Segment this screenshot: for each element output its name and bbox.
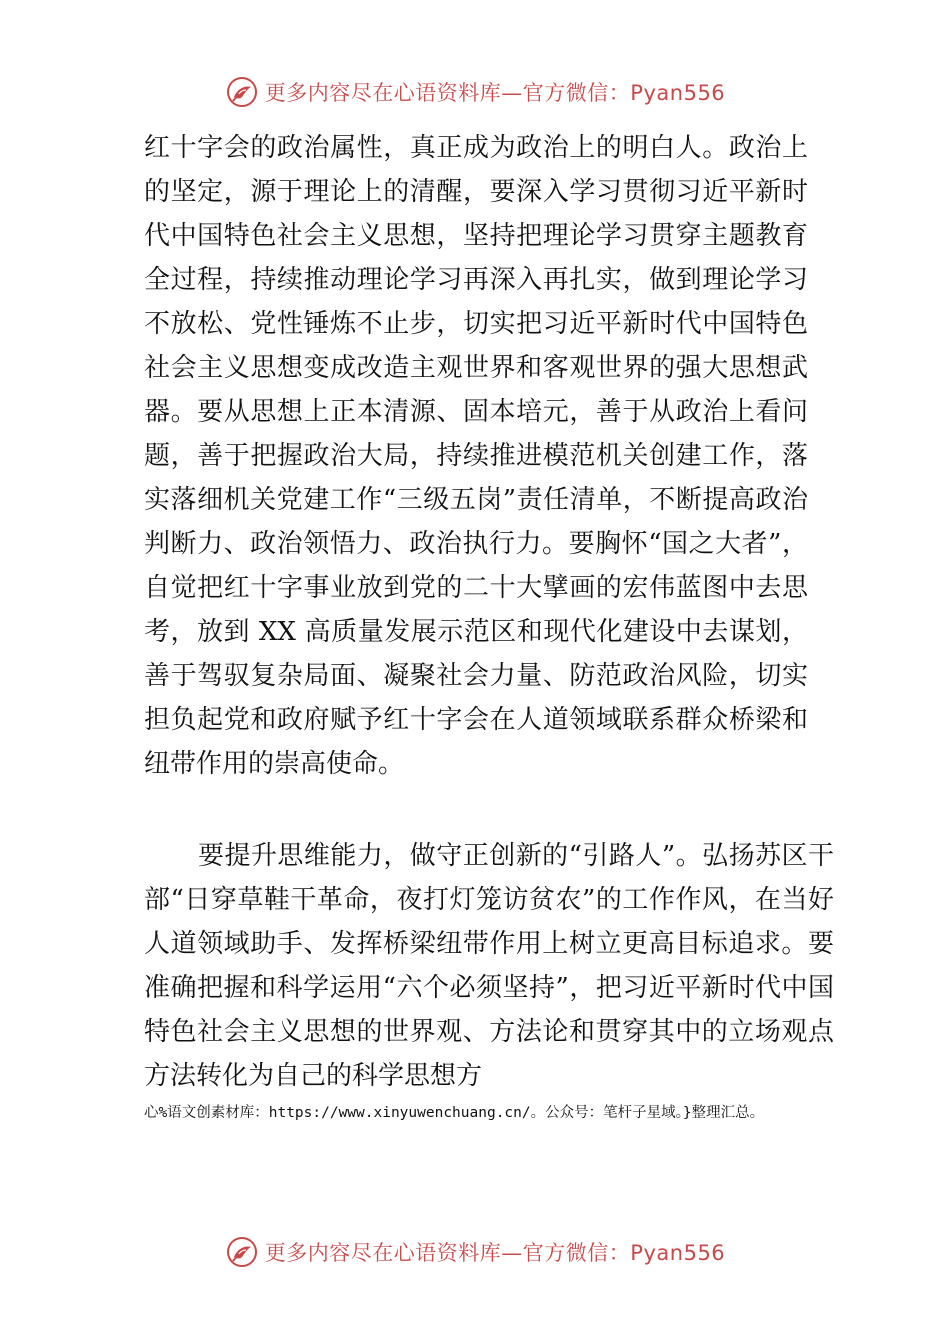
rose-logo-icon xyxy=(225,1235,259,1269)
paragraph-1: 红十字会的政治属性，真正成为政治上的明白人。政治上的坚定，源于理论上的清醒，要深入学习贯彻习近平新时代中国特色社会主义思想，坚持把理论学习贯穿主题教育全过程，持续推动理论学习再深入再扎实，做到理论学习不放松、党性锤炼不止步，切实把习近平新时代中国特色社会主义思想变成改造主观世界和客观世界的强大思想武器。要从思想上正本清源、固本培元，善于从政治上看问题，善于把握政治大局，持续推进模范机关创建工作，落实落细机关党建工作“三级五岗”责任清单，不断提高政治判断力、政治领悟力、政治执行力。要胸怀“国之大者”，自觉把红十字事业放到党的二十大擘画的宏伟蓝图中去思考，放到 XX 高质量发展示范区和现代化建设中去谋划，善于驾驭复杂局面、凝聚社会力量、防范政治风险，切实担负起党和政府赋予红十字会在人道领域联系群众桥梁和纽带作用的崇高使命。 xyxy=(144,133,808,779)
footer-banner xyxy=(0,1232,950,1272)
paragraph-2: 要提升思维能力，做守正创新的“引路人”。弘扬苏区干部“日穿草鞋干革命，夜打灯笼访贫农”的工作作风，在当好人道领域助手、发挥桥梁纽带作用上树立更高目标追求。要准确把握和科学运用“六个必须坚持”，把习近平新时代中国特色社会主义思想的世界观、方法论和贯穿其中的立场观点方法转化为自己的科学思想方 xyxy=(144,841,834,1091)
rose-logo-icon xyxy=(225,75,259,109)
header-banner xyxy=(0,72,950,112)
source-footnote: 心%语文创素材库：https://www.xinyuwenchuang.cn/。公众号：笔杆子星域。}整理汇总。 xyxy=(144,1105,765,1121)
banner-text: 更多内容尽在心语资料库—官方微信：Pyan556 xyxy=(264,81,726,105)
banner-text: 更多内容尽在心语资料库—官方微信：Pyan556 xyxy=(264,1241,726,1265)
